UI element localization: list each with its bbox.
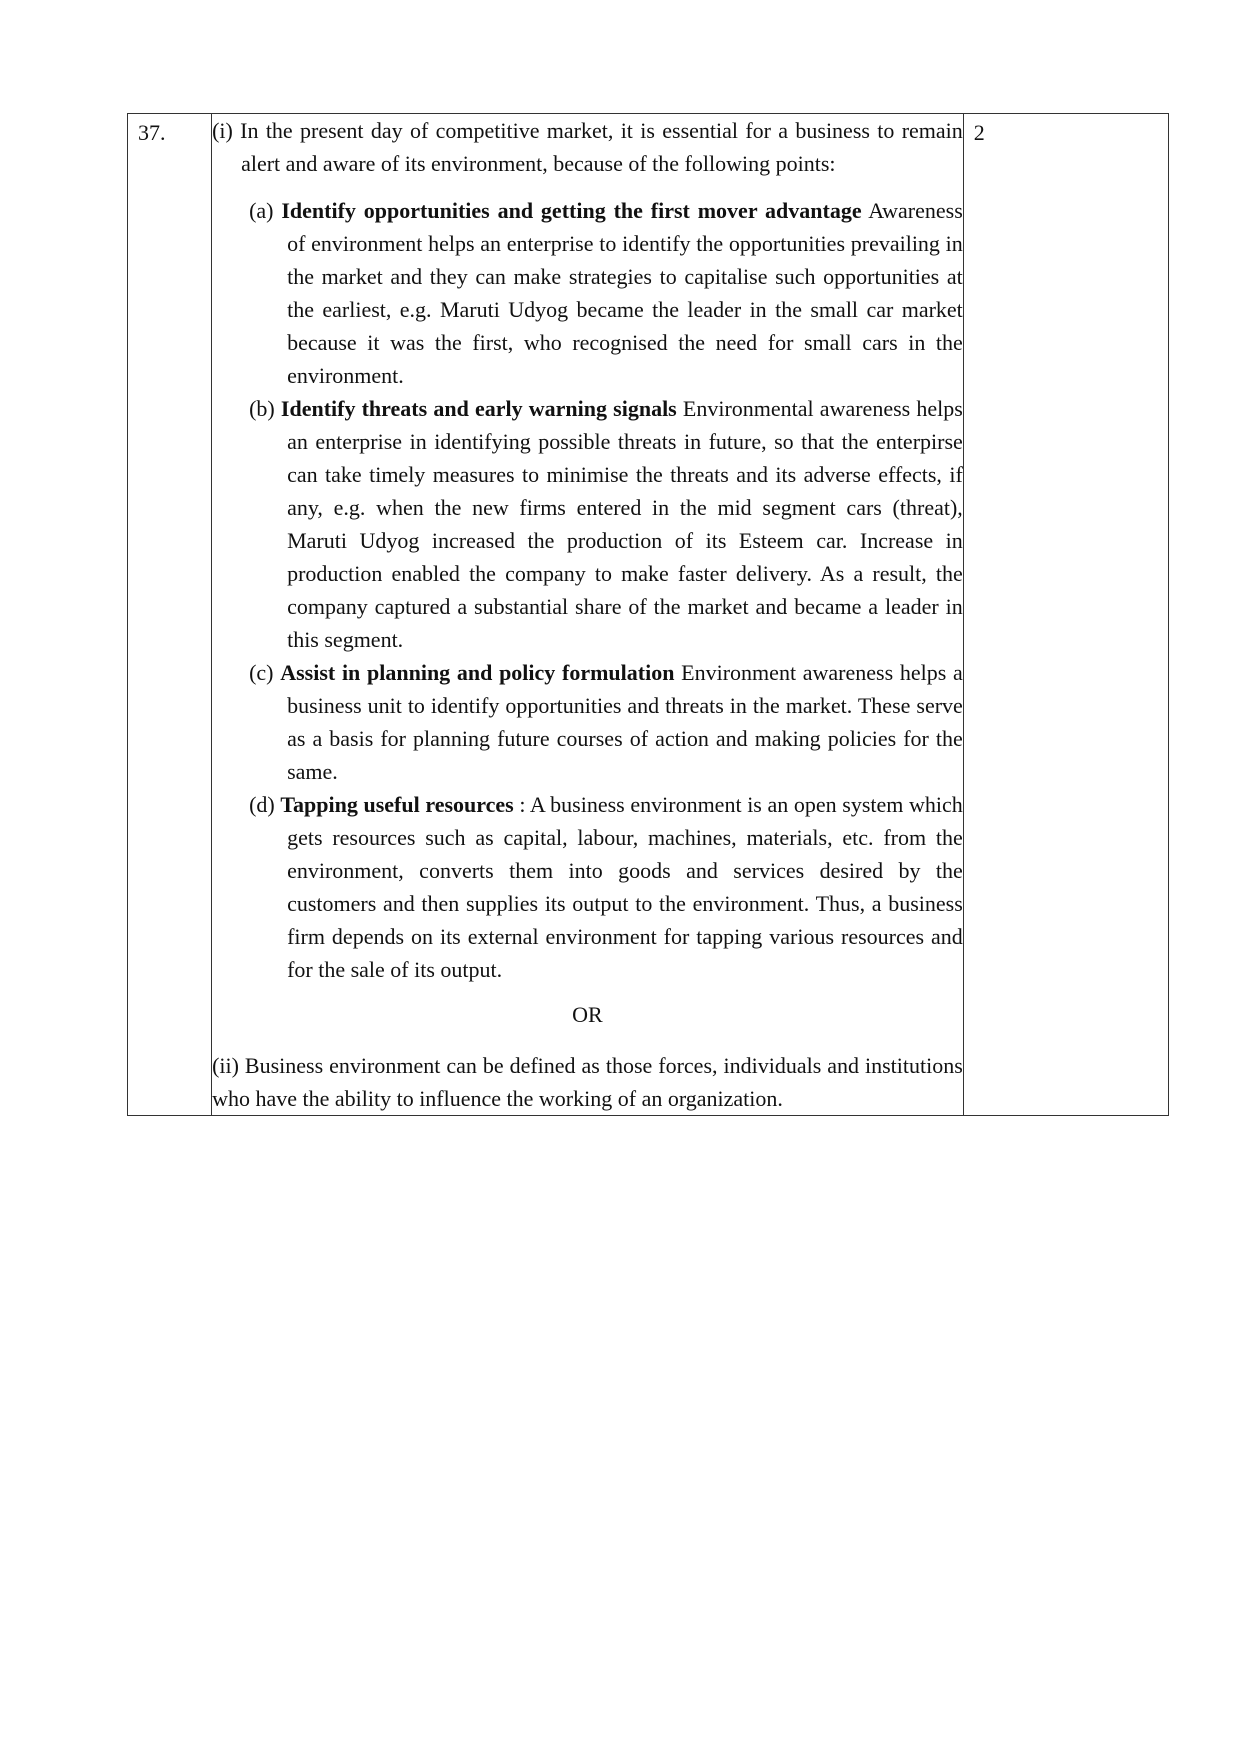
marks-cell bbox=[963, 114, 1168, 1116]
point-a bbox=[249, 194, 963, 392]
question-row bbox=[128, 114, 1169, 1116]
answer-body-cell bbox=[212, 114, 964, 1116]
marks-value: 2 bbox=[973, 120, 985, 145]
point-b bbox=[249, 392, 963, 656]
question-number-cell bbox=[128, 114, 212, 1116]
part-i-intro: (i) In the present day of competitive market, it is essential for a business to remain alert and aware of its environment, because of the following points: bbox=[212, 118, 963, 176]
or-separator: OR bbox=[572, 1002, 603, 1027]
point-c bbox=[249, 656, 963, 788]
point-marker: (c) bbox=[249, 660, 281, 685]
point-marker: (b) bbox=[249, 396, 281, 421]
part-ii-definition: (ii) Business environment can be defined as those forces, individuals and institutions who have the ability to influence the working of an organization. bbox=[212, 1053, 963, 1111]
question-number: 37. bbox=[138, 120, 166, 145]
point-heading: Identify opportunities and getting the first mover advantage bbox=[281, 198, 862, 223]
point-text: Awareness of environment helps an enterprise to identify the opportunities prevailing in the market and they can make strategies to capitalise such opportunities at the earliest, e.g. Maruti Udyog became the leader in the small car market because it was the first, who recognised the need for small cars in the environment. bbox=[287, 198, 963, 388]
point-text: : A business environment is an open system which gets resources such as capital, labour, machines, materials, etc. from the environment, converts them into goods and services desired by the customers and then supplies its output to the environment. Thus, a business firm depends on its external environment for tapping various resources and for the sale of its output. bbox=[287, 792, 963, 982]
point-text: Environmental awareness helps an enterprise in identifying possible threats in future, so that the enterpirse can take timely measures to minimise the threats and its adverse effects, if any, e.g. when the new firms entered in the mid segment cars (threat), Maruti Udyog increased the production of its Esteem car. Increase in production enabled the company to make faster delivery. As a result, the company captured a substantial share of the market and became a leader in this segment. bbox=[287, 396, 963, 652]
point-marker: (a) bbox=[249, 198, 282, 223]
point-heading: Identify threats and early warning signals bbox=[280, 396, 677, 421]
point-text: Environment awareness helps a business unit to identify opportunities and threats in the market. These serve as a basis for planning future courses of action and making policies for the same. bbox=[287, 660, 963, 784]
point-heading: Assist in planning and policy formulation bbox=[280, 660, 675, 685]
points-list bbox=[249, 194, 963, 986]
answer-table bbox=[127, 113, 1169, 1116]
point-heading: Tapping useful resources bbox=[280, 792, 514, 817]
point-marker: (d) bbox=[249, 792, 281, 817]
point-d bbox=[249, 788, 963, 986]
